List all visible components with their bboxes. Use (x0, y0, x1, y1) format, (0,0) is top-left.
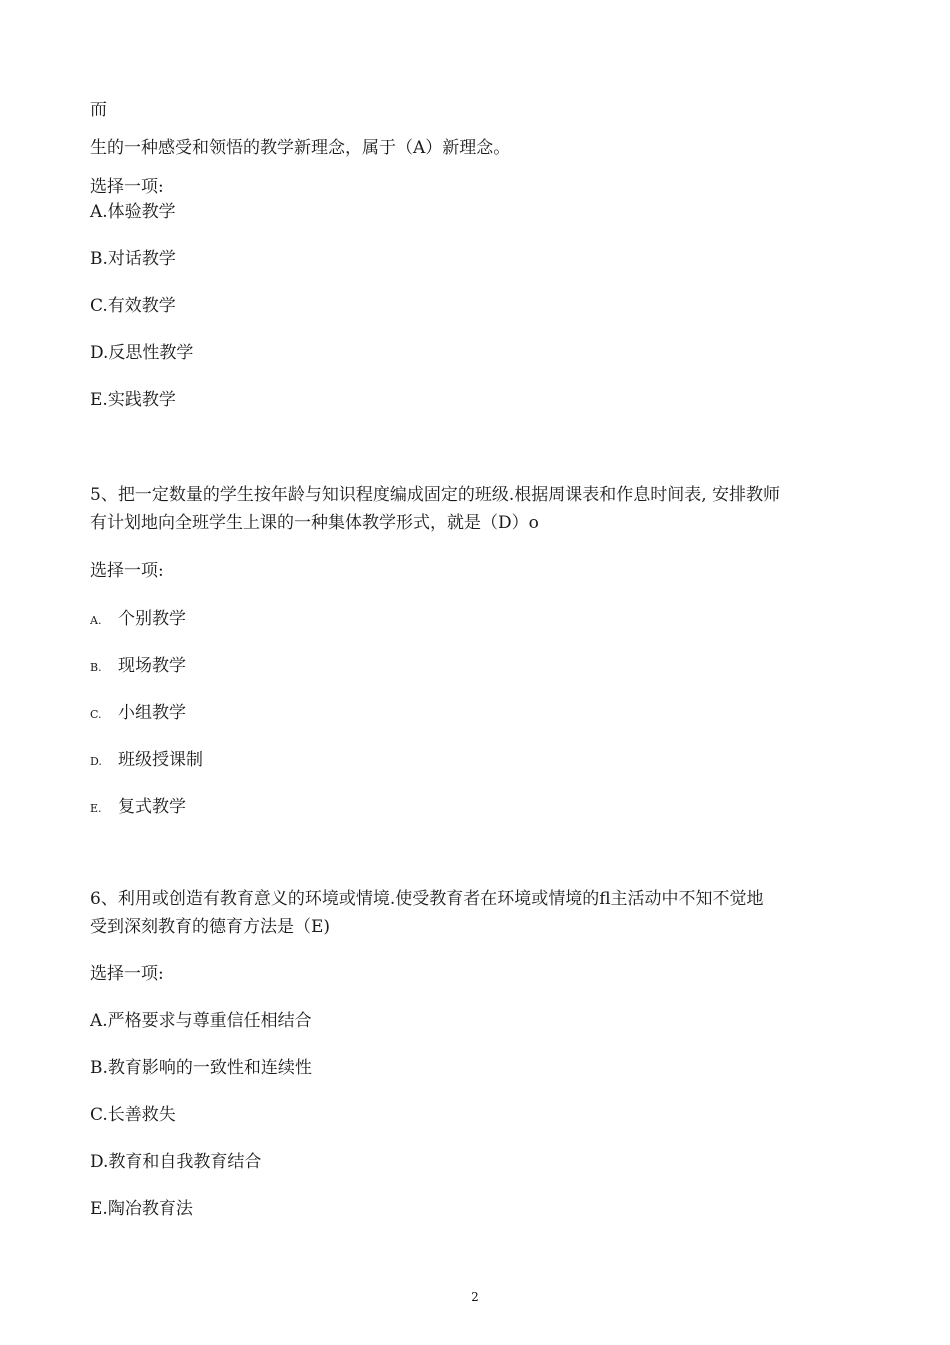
q5-option-c-letter: C. (90, 708, 102, 721)
q6-option-a[interactable]: A.严格要求与尊重信任相结合 (90, 1011, 312, 1031)
q6-option-c[interactable]: C.长善救失 (90, 1105, 176, 1125)
q5-option-d[interactable] (90, 749, 203, 773)
page-number: 2 (471, 1290, 479, 1304)
q4-option-e[interactable]: E.实践教学 (90, 390, 176, 410)
q5-option-e-text: 复式教学 (118, 797, 186, 817)
q6-option-b[interactable]: B.教育影响的一致性和连续性 (90, 1058, 312, 1078)
q4-option-d[interactable]: D.反思性教学 (90, 343, 194, 363)
q5-option-c-text: 小组教学 (118, 703, 186, 723)
q6-prompt: 选择一项: (90, 964, 164, 984)
q5-option-b[interactable] (90, 655, 186, 679)
q5-prompt: 选择一项: (90, 561, 164, 581)
q4-option-b[interactable]: B.对话教学 (90, 249, 176, 269)
q5-option-e-letter: E. (90, 802, 102, 815)
q5-option-a-letter: A. (90, 614, 102, 627)
q4-option-a[interactable]: A.体验教学 (90, 202, 176, 222)
q5-option-a-text: 个别教学 (118, 609, 186, 629)
q4-prompt: 选择一项: (90, 177, 164, 197)
q6-text-line2: 受到深刻教育的德育方法是（E) (90, 917, 331, 937)
q6-option-d[interactable]: D.教育和自我教育结合 (90, 1152, 262, 1172)
q5-option-d-text: 班级授课制 (118, 750, 203, 770)
q5-text-line1: 5、把一定数量的学生按年龄与知识程度编成固定的班级.根据周课表和作息时间表, 安排教师 (90, 485, 781, 505)
q5-option-b-text: 现场教学 (118, 656, 186, 676)
q5-option-e[interactable] (90, 796, 186, 820)
q5-option-c[interactable] (90, 702, 186, 726)
q4-option-c[interactable]: C.有效教学 (90, 296, 176, 316)
q6-option-e[interactable]: E.陶冶教育法 (90, 1199, 193, 1219)
q6-text-line1: 6、利用或创造有教育意义的环境或情境.使受教育者在环境或情境的fl主活动中不知不觉地 (90, 889, 764, 909)
q5-text-line2: 有计划地向全班学生上课的一种集体教学形式，就是（D）o (90, 513, 539, 533)
q4-text-line2: 生的一种感受和领悟的教学新理念，属于（A）新理念。 (90, 138, 511, 158)
q5-option-a[interactable] (90, 608, 186, 632)
q4-text-line1: 而 (90, 100, 107, 120)
q5-option-d-letter: D. (90, 755, 102, 768)
q5-option-b-letter: B. (90, 661, 102, 674)
